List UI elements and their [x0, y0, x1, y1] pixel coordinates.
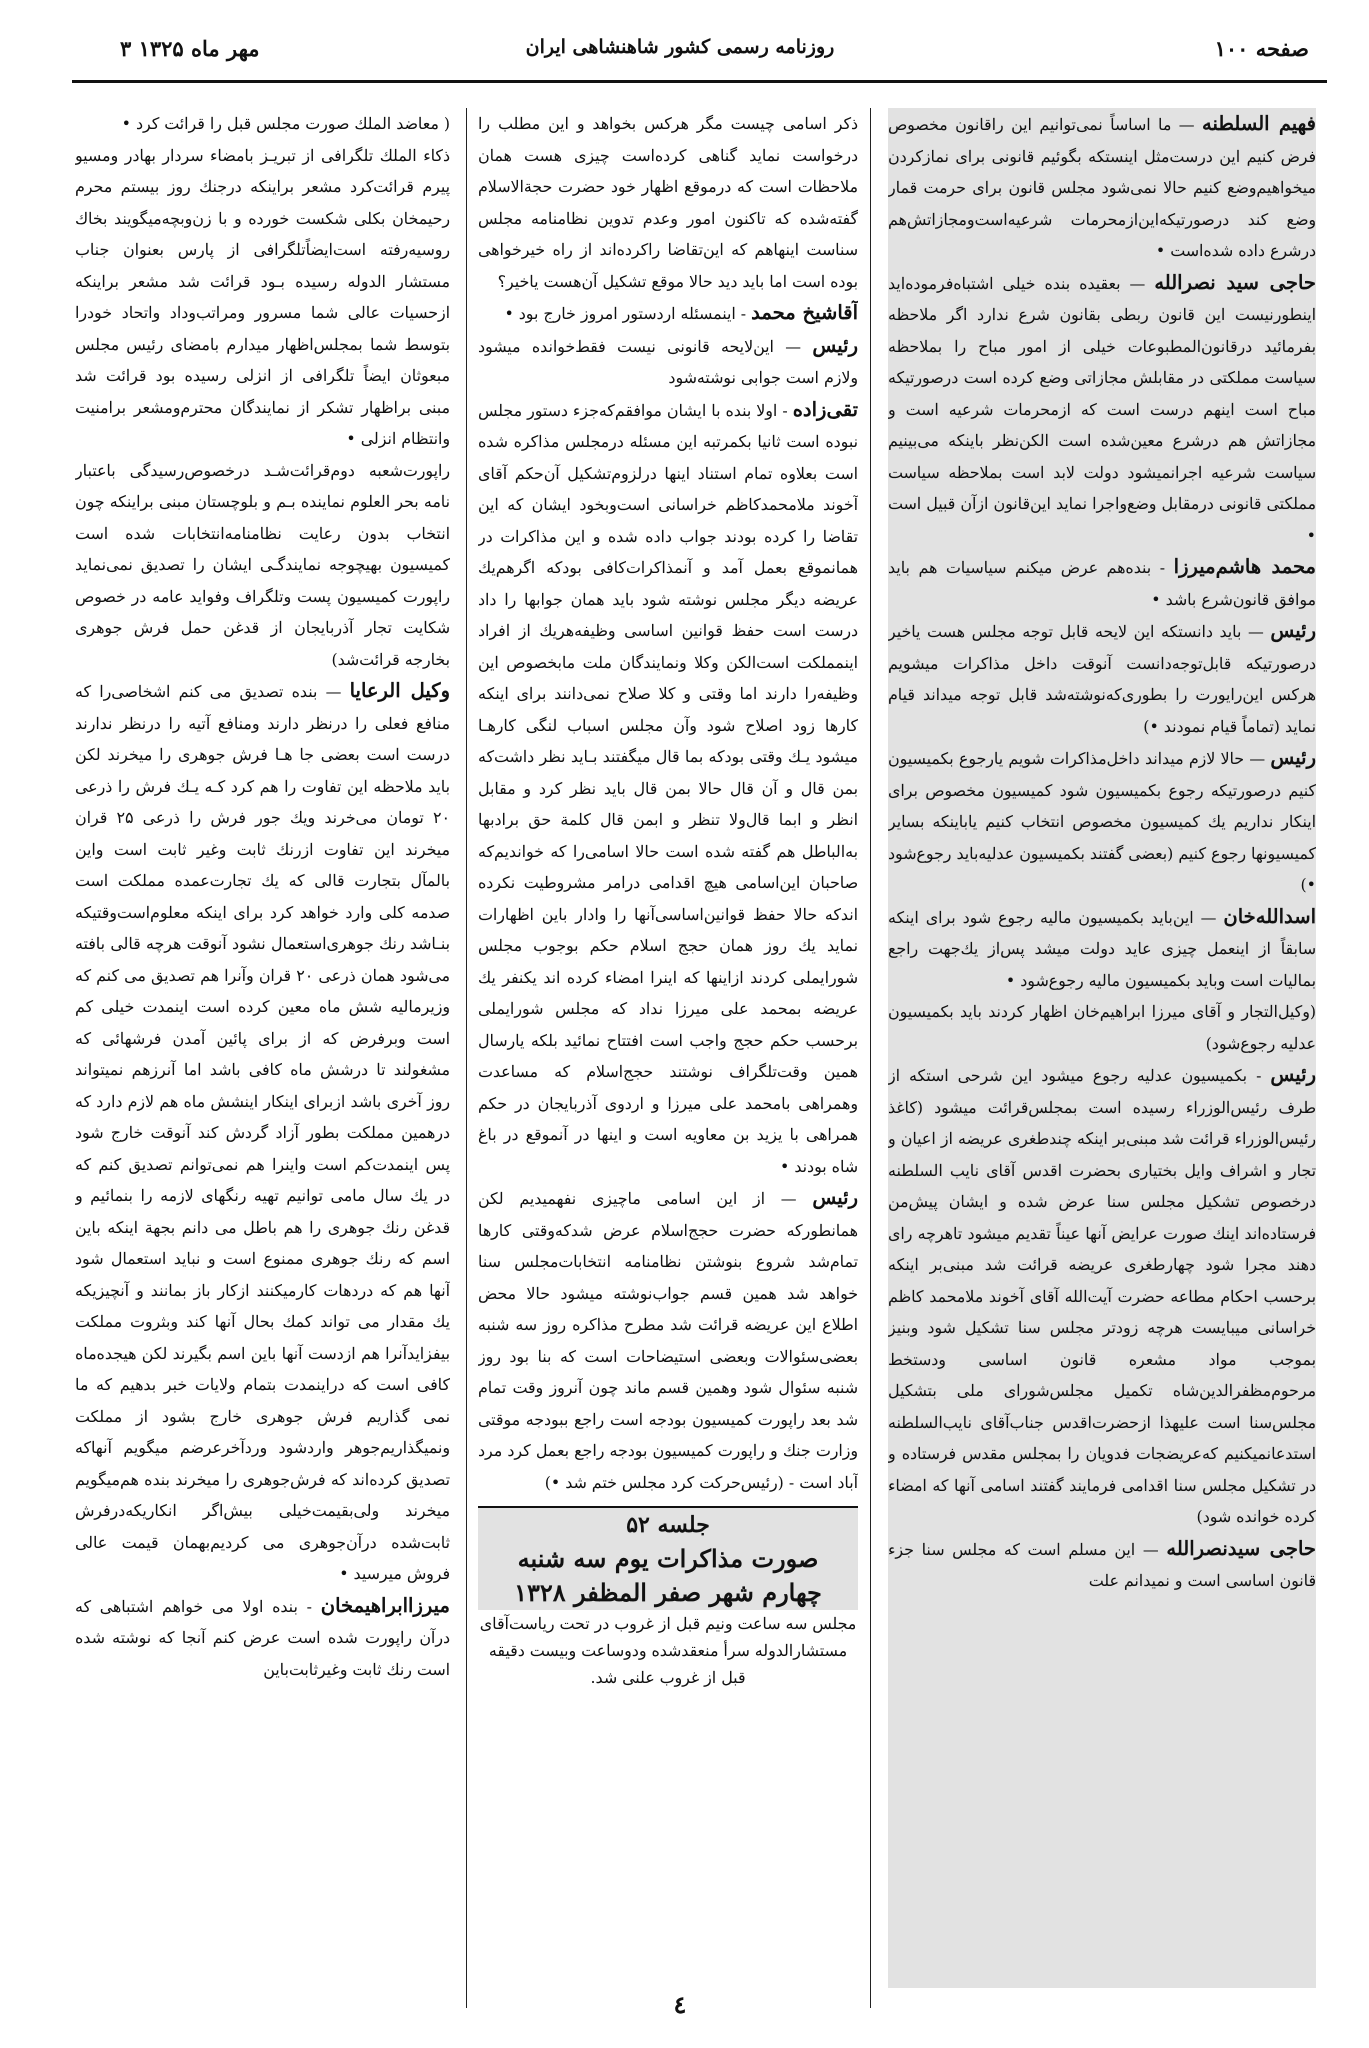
paragraph [888, 1533, 1316, 1597]
middle-paragraphs [478, 108, 858, 1498]
paragraph [75, 1590, 450, 1686]
paragraph [75, 455, 450, 676]
paragraph-text: راپورت‌شعبه دوم‌قرائت‌شـد درخصوص‌رسیدگی باعتبار نامه بحر العلوم نماینده بـم و بلوچستان مبنی براینکه چون انتخاب بدون رعایت نظامنامه‌انتخابات شده است کمیسیون بهیچوجه نمایندگـی ایشان را تصدیق نمی‌نماید راپورت کمیسیون پست وتلگراف وفواید عامه در خصوص شکایت تجار آذربایجان از قدغن حمل فرش جوهری بخارجه قرائت‌شد) [75, 460, 450, 669]
paragraph-text: - بنده اولا می خواهم اشتباهی که درآن راپورت شده است عرض کنم آنجا که نوشته شده است رنك ثابت وغیرثابت‌باین [75, 1596, 450, 1679]
paragraph [478, 108, 858, 297]
speaker-name: رئیس [812, 333, 858, 357]
paragraph [75, 140, 450, 455]
speaker-name: محمد هاشم‌میرزا [1173, 555, 1316, 578]
column-right [888, 108, 1316, 1988]
speaker-name: حاجی سید نصرالله [1154, 270, 1316, 294]
column-left [75, 108, 450, 1988]
paragraph [75, 675, 450, 1590]
paragraph [888, 551, 1316, 615]
paragraph [888, 108, 1316, 267]
paragraph-text: - بکمیسیون عدلیه رجوع میشود این شرحی استکه از طرف رئیس‌الوزراء رسیده است بمجلس‌قرائت میشود (کاغذ رئیس‌الوزراء قرائت شد مبنی‌بر اینکه چندطغری عریضه از اعیان و تجار و اشراف وایل بختیاری بحضرت اقدس آقای نایب السلطنه درخصوص تشکیل مجلس سنا عرض شده و ایشان پیش‌من فرستاده‌اند اینك صورت عرایض آنها عیناً تقدیم میشود تاهرچه رای دهند مجرا شود چهارطغری عریضه قرائت شد مبنی‌بر اینکه برحسب احکام مطاعه حضرت آیت‌الله آقای آخوند ملامحمد کاظم خراسانی میبایست هرچه زودتر مجلس سنا تشکیل شود وبنیز بموجب مواد مشعره قانون اساسی ودستخط مرحوم‌مظفرالدین‌شاه تکمیل مجلس‌شورای ملی بتشکیل مجلس‌سنا است علیهذا ازحضرت‌اقدس جناب‌آقای نایب‌السلطنه استدعانمیکنیم که‌عریضجات فدویان را بمجلس مقدس فرستاده و در تشکیل مجلس سنا اقدامی فرمایند گفتند اسامی آنها که امضاء کرده خوانده شود) [888, 1066, 1316, 1526]
session-number: جلسه ۵۲ [626, 1512, 710, 1538]
speaker-name: رئیس [1270, 619, 1316, 642]
folio-number: ٤ [673, 1990, 687, 2019]
paragraph [478, 1182, 858, 1498]
speaker-name: رئیس [812, 1186, 858, 1209]
column-middle [478, 108, 858, 1988]
session-body: مجلس سه ساعت ونیم قبل از غروب در تحت ریاست‌آقای مستشارالدوله سرأ منعقدشده ودوساعت وبیست دقیقه قبل از غروب علنی شد. [479, 1614, 857, 1687]
paragraph [478, 297, 858, 330]
paragraph-text: — ما اساساً نمی‌توانیم این راقانون مخصوص فرض کنیم این درست‌مثل اینستکه بگوئیم قانونی برای نمازکردن میخواهیم‌وضع کنیم حالا نمی‌شود مجلس قانون برای حرمت قمار وضع کند درصورتیکه‌این‌ازمحرمات شرعیه‌است‌ومجازاتش‌هم درشرع داده شده‌است • [888, 115, 1316, 260]
paragraph-text: (وکیل‌التجار و آقای میرزا ابراهیم‌خان اظهار کردند باید بکمیسیون عدلیه رجوع‌شود) [888, 1002, 1316, 1053]
speaker-name: فهیم السلطنه [1202, 112, 1316, 135]
paragraph [75, 108, 450, 140]
column-divider [870, 108, 871, 2008]
paragraph-text: — از این اسامی ماچیزی نفهمیدیم لکن همانطورکه حضرت حجج‌اسلام عرض شدکه‌وقتی کارها تمام‌شد شروع بنوشتن نظامنامه انتخابات‌مجلس سنا خواهد شد همین قسم جواب‌نوشته میشود حالا محض اطلاع این عریضه قرائت شد مطرح مذاکره روز سه شنبه بعضی‌سئوالات وبعضی استیضاحات است که بنا بود روز شنبه سئوال شود وهمین قسم ماند چون آنروز وقت تمام شد بعد راپورت کمیسیون بودجه است راجع ببودجه موقتی وزارت جنك و راپورت کمیسیون بودجه راجع بعمل کرد مرد آباد است - (رئیس‌حرکت کرد مجلس ختم شد •) [478, 1189, 858, 1492]
paragraph-text: ( معاضد الملك صورت مجلس قبل را قرائت کرد • [121, 114, 450, 133]
speaker-name: اسدالله‌خان [1223, 904, 1316, 928]
issue-date: ۳ مهر ماه ۱۳۲۵ [120, 36, 260, 61]
paragraph-text: — بعقیده بنده خیلی اشتباه‌فرموده‌اید اینطورنیست این قانون ربطی بقانون شرع ندارد اگر ملاحظه بفرمائید درقانون‌المطبوعات خیلی از امور مباح را بملاحظه سیاست مملکتی در مقابلش مجازاتی وضع کرده است درصورتیکه مباح است اینهم درست است که ازمحرمات شرعیه است و مجازاتش هم درشرع معین‌شده است الکن‌نظر باینکه می‌بینیم سیاست شرعیه اجرانمیشود دولت لابد است بملاحظه سیاست مملکتی قانونی درمقابل وضع‌واجرا نماید این‌قانون ازآن قبیل است • [888, 273, 1316, 545]
paragraph-text: — بنده تصدیق می کنم اشخاصی‌را که منافع فعلی را درنظر دارند ومنافع آتیه را درنظر ندارند درست است بعضی جا هـا فرش جوهری را میخرند لکن باید ملاحظه این تفاوت را هم کرد کـه یـك فرش را ذرعی ۲۰ تومان می‌خرند ویك جور فرش را ذرعی ۲۵ قران میخرند این تفاوت ازرنك ثابت وغیر ثابت است واین بالمآل بتجارت قالی که یك تجارت‌عمده مملکت است صدمه کلی وارد خواهد کرد برای اینکه معلوم‌است‌وقتیکه بنـاشد رنك جوهری‌استعمال نشود آنوقت هرچه قالی بافته می‌شود همان ذرعی ۲۰ قران وآنرا هم تصدیق می کنم که وزیرمالیه شش ماه معین کرده است اینمدت خیلی کم است وبرفرض که از برای پائین آمدن فرشهائی که مشغولند تا درشش ماه کافی باشد اما آنرزهم نمیتواند روز آخری باشد ازبرای اینکار اینشش ماه هم لازم دارد که درهمین مملکت بطور آزاد گردش کند آنوقت خارج شود پس اینمدت‌کم است واینرا هم نمی‌توانم تصدیق کنم که در یك سال مامی توانیم تهیه رنگهای لازمه را بنمائیم و قدغن رنك جوهری را هم باطل می دانم بجهة اینکه باین اسم که رنك جوهری ممنوع است و نباید استعمال شود آنها هم که دردهات کارمیکنند ازکار باز بمانند و آنچیزیکه یك مقدار می تواند کمك بحال آنها کند وبثروت مملکت بیفزایدآنرا هم ازدست آنها باین اسم بگیرند لکن هیجده‌ماه کافی است که دراینمدت بتمام ولایات خبر بدهیم که ما نمی گذاریم فرش جوهری خارج بشود از مملکت ونمیگذاریم‌جوهر واردشود وردآخرعرضم میگویم آنهاکه تصدیق کرده‌اند که فرش‌جوهری را میخرند بنده هم‌میگویم میخرند ولی‌بقیمت‌خیلی بیش‌اگر انکاریکه‌درفرش ثابت‌شده درآن‌جوهری می کردیم‌بهمان قیمت عالی فروش میرسید • [75, 682, 450, 1583]
column-divider [466, 108, 467, 2008]
paragraph-text: - بنده‌هم عرض میکنم سیاسیات هم باید موافق قانون‌شرع باشد • [888, 558, 1316, 609]
paragraph-text: - اولا بنده با ایشان موافقم‌که‌جزء دستور مجلس نبوده است ثانیا بکمرتبه این مسئله درمجلس مذاکره شده است بعلاوه تمام استناد اینها درلزوم‌تشکیل آن‌حکم آقای آخوند ملامحمدکاظم خراسانی است‌وبخود ایشان که این تقاضا را کرده بودند جواب داده شده و این مذاکرات در همانموقع بعمل آمد و آنمذاکرات‌کافی بودکه اگرهم‌یك عریضه دیگر مجلس نوشته شود باید همان جوابها را داد درست است حفظ قوانین اساسی وظیفه‌هریك از افراد اینمملکت است‌الکن وکلا ونمایندگان ملت مابخصوص این وظیفه‌را دارند اما وقتی و کلا صلاح نمی‌دانند برای اینکه کارها زود اصلاح شود وآن مجلس اسباب لنگی کارهـا میشود یـك وقتی بودکه بما قال میگفتند بـاید نظر داشت‌که بمن قال و آن قال حالا بمن قال باید نظر کرد و مقابل انظر و ابما قال‌ولا تنظر و ابمن قال کلمة حق برادبها به‌الباطل هم گفته شده است حالا اسامی‌را که خواندیم‌که صاحبان این‌اسامی هیچ اقدامی درامر مشروطیت نکرده اندکه حالا حفظ قوانین‌اساسی‌آنها را وادار باین اظهارات نماید یك روز همان حجج اسلام حکم بوجوب مجلس شورایملی کردند ازاینها که اینرا امضاء کرده اند یکنفر یك عریضه بمحمد علی میرزا نداد که مجلس شورایملی برحسب حکم حجج واجب است افتتاح نمائید بلکه یارسال همین وقت‌تلگراف نوشتند حجج‌اسلام که مساعدت وهمراهی بامحمد علی میرزا و اردوی آذربایجان در حکم همراهی با یزید بن معاویه است و اینها در آنموقع در باغ شاه بودند • [478, 400, 858, 1176]
speaker-name: حاجی سیدنصرالله [1166, 1536, 1316, 1560]
paragraph-text: — حالا لازم میداند داخل‌مذاکرات شویم یارجوع بکمیسیون کنیم درصورتیکه رجوع بکمیسیون شود کمیسیون مخصوص برای اینکار نداریم یك کمیسیون مخصوص انتخاب کنیم یاباینکه بسایر کمیسیونها رجوع کنیم (بعضی گفتند بکمیسیون عدلیه‌باید رجوع‌شود •) [888, 749, 1316, 894]
paragraph-text: ذکاء الملك تلگرافی از تبریـز بامضاء سردار بهادر ومسیو پیرم قرائت‌کرد مشعر براینکه درجنك روز بیستم محرم رحیمخان بکلی شکست خورده و با زن‌وبچه‌میگویند بخاك روسیه‌رفته است‌ایضاً‌تلگرافی از پارس بعنوان جناب مستشار الدوله رسیده بـود قرائت شد مشعر براینکه ازحسیات عالی شما مسرور ومراتب‌وداد واتحاد خودرا بتوسط شما بمجلس‌اظهار میدارم بامضای رئیس مجلس مبعوثان ایضاً تلگرافی از انزلی رسیده بود قرائت شد مبنی براظهار تشکر از نمایندگان محترم‌ومشعر برامنیت وانتظام انزلی • [75, 145, 450, 448]
paragraph-text: ذکر اسامی چیست مگر هرکس بخواهد و این مطلب را درخواست نماید گناهی کرده‌است چیزی هست همان ملاحظات است که درموقع اظهار خود حضرت حجة‌الاسلام گفته‌شده که تاکنون امور وعدم تدوین نظامنامه مجلس سناست اینهاهم که این‌تقاضا راکرده‌اند از راه خیرخواهی بوده است اما باید دید حالا موقع تشکیل آن‌هست یاخیر؟ [478, 114, 858, 291]
newspaper-title: روزنامه رسمی کشور شاهنشاهی ایران [525, 36, 835, 58]
session-title: صورت مذاکرات یوم سه شنبه [517, 1544, 819, 1573]
speaker-name: آقاشیخ محمد [751, 301, 858, 324]
speaker-name: رئیس [1270, 746, 1316, 769]
paragraph-text: - اینمسئله اردستور امروز خارج بود • [504, 304, 747, 323]
paragraph [888, 901, 1316, 997]
header-rule [72, 80, 1327, 83]
paragraph-text: — این مسلم است که مجلس سنا جزء قانون اساسی است و نمیدانم علت [888, 1539, 1316, 1590]
speaker-name: میرزاابراهیمخان [320, 1593, 450, 1617]
paragraph-text: — این‌باید بکمیسیون مالیه رجوع شود برای اینکه سابقاً از اینعمل چیزی عاید دولت میشد پس‌از یك‌جهت راجع بمالیات است وباید بکمیسیون مالیه رجوع‌شود • [888, 907, 1316, 990]
paragraph-text: — این‌لایحه قانونی نیست فقط‌خوانده میشود ولازم است جوابی نوشته‌شود [478, 336, 858, 387]
page-number: صفحه ۱۰۰ [1214, 36, 1309, 61]
paragraph-text: — باید دانستکه این لایحه قابل توجه مجلس هست یاخیر درصورتیکه قابل‌توجه‌دانست آنوقت داخل مذاکرات میشویم هرکس این‌رایورت را بطوری‌که‌نوشته‌شد قابل توجه میداند قیام نماید (تماماً قیام نمودند •) [888, 622, 1316, 736]
paragraph [888, 1059, 1316, 1533]
paragraph [478, 330, 858, 394]
speaker-name: تقی‌زاده [792, 397, 858, 421]
speaker-name: وکیل الرعایا [349, 679, 450, 702]
session-date: چهارم شهر صفر المظفر ۱۳۲۸ [514, 1578, 822, 1607]
paragraph [888, 615, 1316, 742]
paragraph [888, 996, 1316, 1059]
paragraph [888, 742, 1316, 901]
session-heading [478, 1506, 858, 1610]
paragraph [888, 267, 1316, 552]
paragraph [478, 394, 858, 1183]
speaker-name: رئیس [1270, 1063, 1316, 1086]
